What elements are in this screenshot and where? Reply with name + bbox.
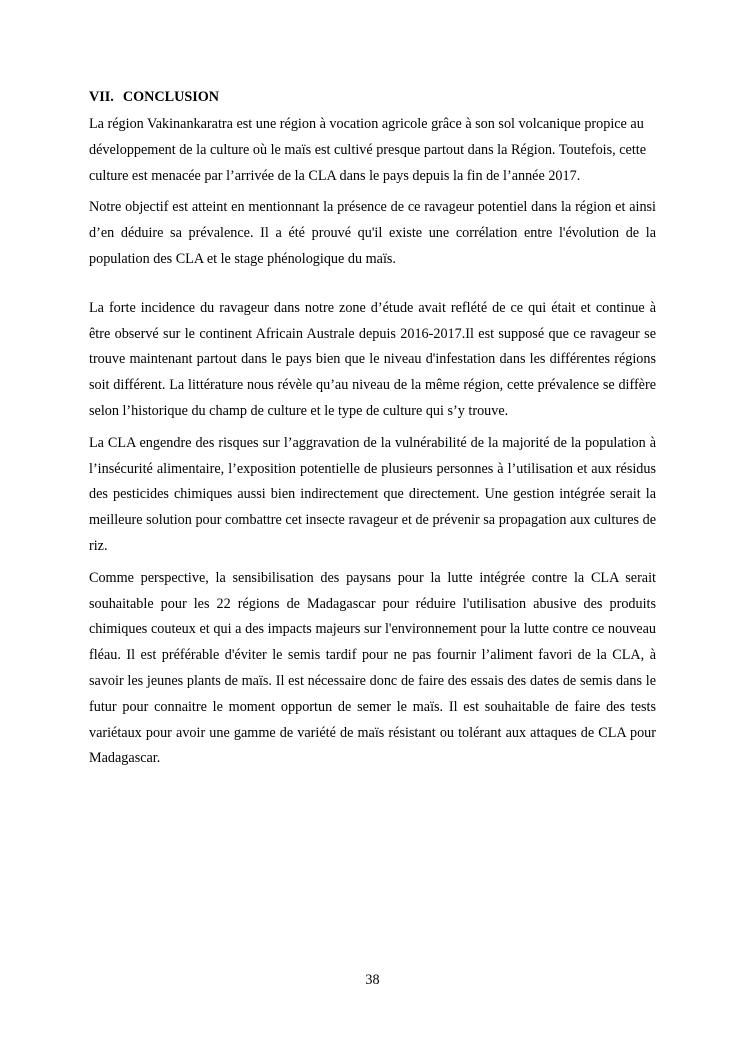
- section-title: CONCLUSION: [122, 89, 220, 105]
- page-content: [89, 87, 656, 778]
- paragraph-incidence: La forte incidence du ravageur dans notre zone d’étude avait reflété de ce qui était et continue à être observé sur le continent Africain Australe depuis 2016-2017.Il est supposé que ce ravageur se trouve maintenant partout dans le pays bien que le niveau d'infestation dans les différentes régions soit différent. La littérature nous révèle qu’au niveau de la même région, cette prévalence se diffère selon l’historique du champ de culture et le type de culture qui s’y trouve.: [89, 299, 656, 419]
- section-heading: [89, 87, 656, 107]
- page-number: 38: [365, 972, 380, 988]
- paragraph-objective: Notre objectif est atteint en mentionnant la présence de ce ravageur potentiel dans la région et ainsi d’en déduire sa prévalence. Il a été prouvé qu'il existe une corrélation entre l'évolution de la population des CLA et le stage phénologique du maïs.: [89, 199, 656, 267]
- paragraph-risks: La CLA engendre des risques sur l’aggravation de la vulnérabilité de la majorité de la population à l’insécurité alimentaire, l’exposition potentielle de plusieurs personnes à l’utilisation et aux résidus des pesticides chimiques aussi bien indirectement que directement. Une gestion intégrée serait la meilleure solution pour combattre cet insecte ravageur et de prévenir sa propagation aux cultures de riz.: [89, 434, 656, 554]
- paragraph-intro: La région Vakinankaratra est une région à vocation agricole grâce à son sol volcanique propice au développement de la culture où le maïs est cultivé presque partout dans la Région. Toutefois, cette culture est menacée par l’arrivée de la CLA dans le pays depuis la fin de l’année 2017.: [89, 116, 647, 184]
- section-number: VII.: [89, 89, 114, 105]
- paragraph-perspective: Comme perspective, la sensibilisation des paysans pour la lutte intégrée contre la CLA serait souhaitable pour les 22 régions de Madagascar pour réduire l'utilisation abusive des produits chimiques couteux et qui a des impacts majeurs sur l'environnement pour la lutte contre ce nouveau fléau. Il est préférable d'éviter le semis tardif pour ne pas fournir l’aliment favori de la CLA, à savoir les jeunes plants de maïs. Il est nécessaire donc de faire des essais des dates de semis dans le futur pour connaitre le moment opportun de semer le maïs. Il est souhaitable de faire des tests variétaux pour avoir une gamme de variété de maïs résistant ou tolérant aux attaques de CLA pour Madagascar.: [89, 569, 656, 767]
